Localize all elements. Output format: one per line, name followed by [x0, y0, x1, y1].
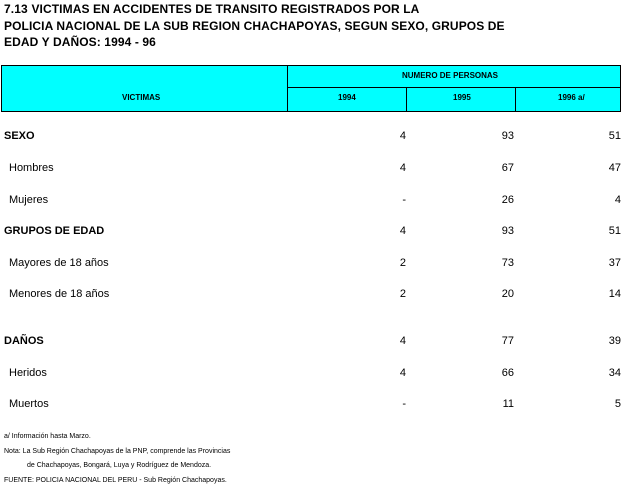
cell-1996: 14 [561, 288, 621, 300]
cell-1995: 67 [454, 162, 514, 174]
title-text-1: VICTIMAS EN ACCIDENTES DE TRANSITO REGISTRADOS POR LA [31, 2, 419, 16]
table-number: 7.13 [4, 1, 28, 18]
header-col-1994: 1994 [338, 93, 356, 102]
cell-1994: 4 [346, 162, 406, 174]
table-title [4, 1, 604, 51]
cell-1996: 4 [561, 194, 621, 206]
cell-1994: - [346, 398, 406, 410]
header-divider [287, 87, 620, 88]
header-victimas: VICTIMAS [122, 93, 160, 102]
table-row [0, 335, 624, 351]
table-notes [4, 430, 230, 488]
cell-1996: 5 [561, 398, 621, 410]
cell-1994: 4 [346, 225, 406, 237]
cell-1996: 34 [561, 367, 621, 379]
title-line-3: EDAD Y DAÑOS: 1994 - 96 [4, 34, 604, 51]
header-numero-de-personas: NUMERO DE PERSONAS [402, 71, 498, 80]
row-label: Hombres [9, 162, 54, 174]
cell-1995: 77 [454, 335, 514, 347]
table-row [0, 225, 624, 241]
cell-1995: 26 [454, 194, 514, 206]
table-row [0, 194, 624, 210]
cell-1996: 51 [561, 130, 621, 142]
note-line-2: de Chachapoyas, Bongará, Luya y Rodríguez de Mendoza. [4, 459, 230, 474]
cell-1995: 66 [454, 367, 514, 379]
header-col-1995: 1995 [453, 93, 471, 102]
cell-1994: 4 [346, 335, 406, 347]
table-row [0, 288, 624, 304]
cell-1994: - [346, 194, 406, 206]
source-note: FUENTE: POLICIA NACIONAL DEL PERU - Sub Región Chachapoyas. [4, 474, 230, 488]
table-row [0, 398, 624, 414]
row-label: Heridos [9, 367, 47, 379]
title-line-1 [4, 1, 604, 18]
table-row [0, 130, 624, 146]
cell-1994: 4 [346, 367, 406, 379]
cell-1994: 2 [346, 257, 406, 269]
table-row [0, 162, 624, 178]
header-divider [406, 87, 407, 111]
cell-1995: 20 [454, 288, 514, 300]
row-label: DAÑOS [4, 335, 44, 347]
header-col-1996: 1996 a/ [558, 93, 585, 102]
header-divider [287, 66, 288, 111]
table-row [0, 257, 624, 273]
row-label: Mayores de 18 años [9, 257, 109, 269]
row-label: GRUPOS DE EDAD [4, 225, 104, 237]
cell-1996: 47 [561, 162, 621, 174]
cell-1995: 11 [454, 398, 514, 410]
table-row [0, 367, 624, 383]
note-line-1: Nota: La Sub Región Chachapoyas de la PNP, comprende las Provincias [4, 445, 230, 460]
row-label: Menores de 18 años [9, 288, 109, 300]
cell-1996: 51 [561, 225, 621, 237]
table-header [1, 65, 621, 112]
cell-1995: 73 [454, 257, 514, 269]
footnote-a: a/ Información hasta Marzo. [4, 430, 230, 445]
cell-1996: 39 [561, 335, 621, 347]
cell-1995: 93 [454, 130, 514, 142]
row-label: Mujeres [9, 194, 48, 206]
cell-1996: 37 [561, 257, 621, 269]
header-divider [515, 87, 516, 111]
row-label: SEXO [4, 130, 35, 142]
cell-1995: 93 [454, 225, 514, 237]
row-label: Muertos [9, 398, 49, 410]
cell-1994: 4 [346, 130, 406, 142]
cell-1994: 2 [346, 288, 406, 300]
title-line-2: POLICIA NACIONAL DE LA SUB REGION CHACHAPOYAS, SEGUN SEXO, GRUPOS DE [4, 18, 604, 35]
